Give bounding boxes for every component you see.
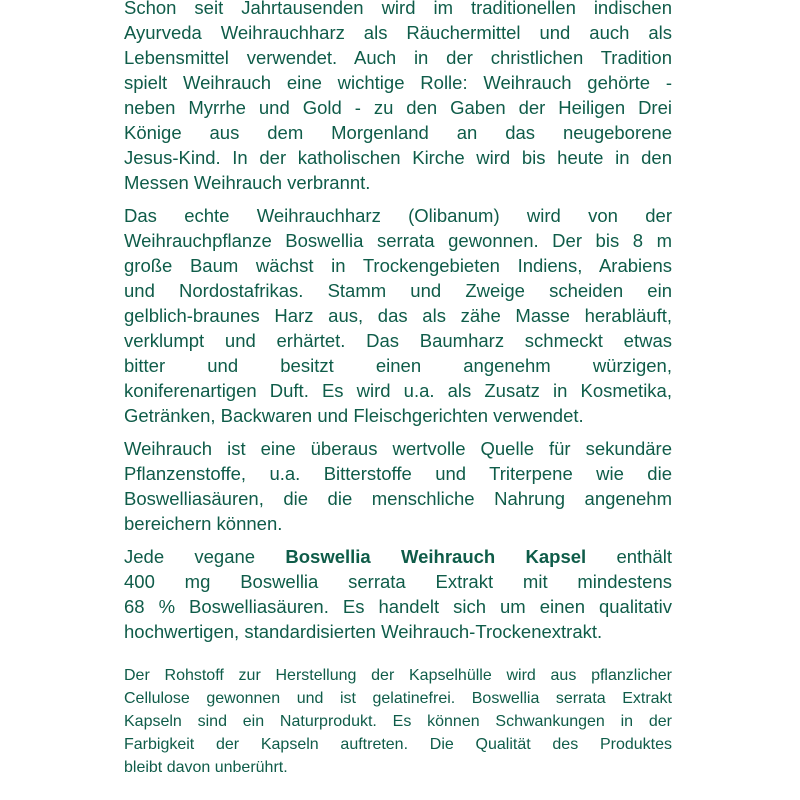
text-line: bitter und besitzt einen angenehm würzigen, (124, 355, 672, 376)
text-line: Weihrauchpflanze Boswellia serrata gewonnen. Der bis 8 m (124, 230, 672, 251)
text-line: Könige aus dem Morgenland an das neugeborene (124, 122, 672, 143)
text-line: bereichern können. (124, 513, 283, 534)
text-line: Weihrauch ist eine überaus wertvolle Quelle für sekundäre (124, 438, 672, 459)
text-line: neben Myrrhe und Gold - zu den Gaben der Heiligen Drei (124, 97, 672, 118)
text-segment: Jede vegane (124, 546, 256, 567)
text-line: verklumpt und erhärtet. Das Baumharz schmeckt etwas (124, 330, 672, 351)
text-segment: enthält (616, 546, 672, 567)
text-line: spielt Weihrauch eine wichtige Rolle: Weihrauch gehörte - (124, 72, 672, 93)
text-line: Lebensmittel verwendet. Auch in der christlichen Tradition (124, 47, 672, 68)
paragraph-lines (124, 569, 672, 644)
product-description (124, 0, 672, 787)
text-line: koniferenartigen Duft. Es wird u.a. als Zusatz in Kosmetika, (124, 380, 672, 401)
text-line: und Nordostafrikas. Stamm und Zweige scheiden ein (124, 280, 672, 301)
text-line: Cellulose gewonnen und ist gelatinefrei. Boswellia serrata Extrakt (124, 690, 672, 707)
text-line: Schon seit Jahrtausenden wird im traditionellen indischen (124, 0, 672, 18)
text-line: gelblich-braunes Harz aus, das als zähe Masse herabläuft, (124, 305, 672, 326)
text-line: hochwertigen, standardisierten Weihrauch-Trockenextrakt. (124, 621, 603, 642)
text-line: Messen Weihrauch verbrannt. (124, 172, 371, 193)
text-line: bleibt davon unberührt. (124, 759, 288, 776)
paragraph-phytochemicals (124, 436, 672, 536)
text-line (124, 544, 672, 569)
text-line: Boswelliasäuren, die die menschliche Nahrung angenehm (124, 488, 672, 509)
text-line: Pflanzenstoffe, u.a. Bitterstoffe und Triterpene wie die (124, 463, 672, 484)
paragraph-capsule-shell (124, 664, 672, 779)
text-line: Jesus-Kind. In der katholischen Kirche wird bis heute in den (124, 147, 672, 168)
text-line: Farbigkeit der Kapseln auftreten. Die Qualität des Produktes (124, 736, 672, 753)
paragraph-capsule-content (124, 544, 672, 644)
text-line: große Baum wächst in Trockengebieten Indiens, Arabiens (124, 255, 672, 276)
paragraph-history (124, 0, 672, 195)
text-line: Kapseln sind ein Naturprodukt. Es können Schwankungen in der (124, 713, 672, 730)
text-line: Ayurveda Weihrauchharz als Räuchermittel und auch als (124, 22, 672, 43)
text-line: 68 % Boswelliasäuren. Es handelt sich um einen qualitativ (124, 596, 672, 617)
product-name: Boswellia Weihrauch Kapsel (285, 546, 587, 567)
paragraph-origin (124, 203, 672, 428)
text-line: Der Rohstoff zur Herstellung der Kapselhülle wird aus pflanzlicher (124, 667, 672, 684)
text-line: Getränken, Backwaren und Fleischgerichten verwendet. (124, 405, 584, 426)
text-line: Das echte Weihrauchharz (Olibanum) wird von der (124, 205, 672, 226)
text-line: 400 mg Boswellia serrata Extrakt mit mindestens (124, 571, 672, 592)
